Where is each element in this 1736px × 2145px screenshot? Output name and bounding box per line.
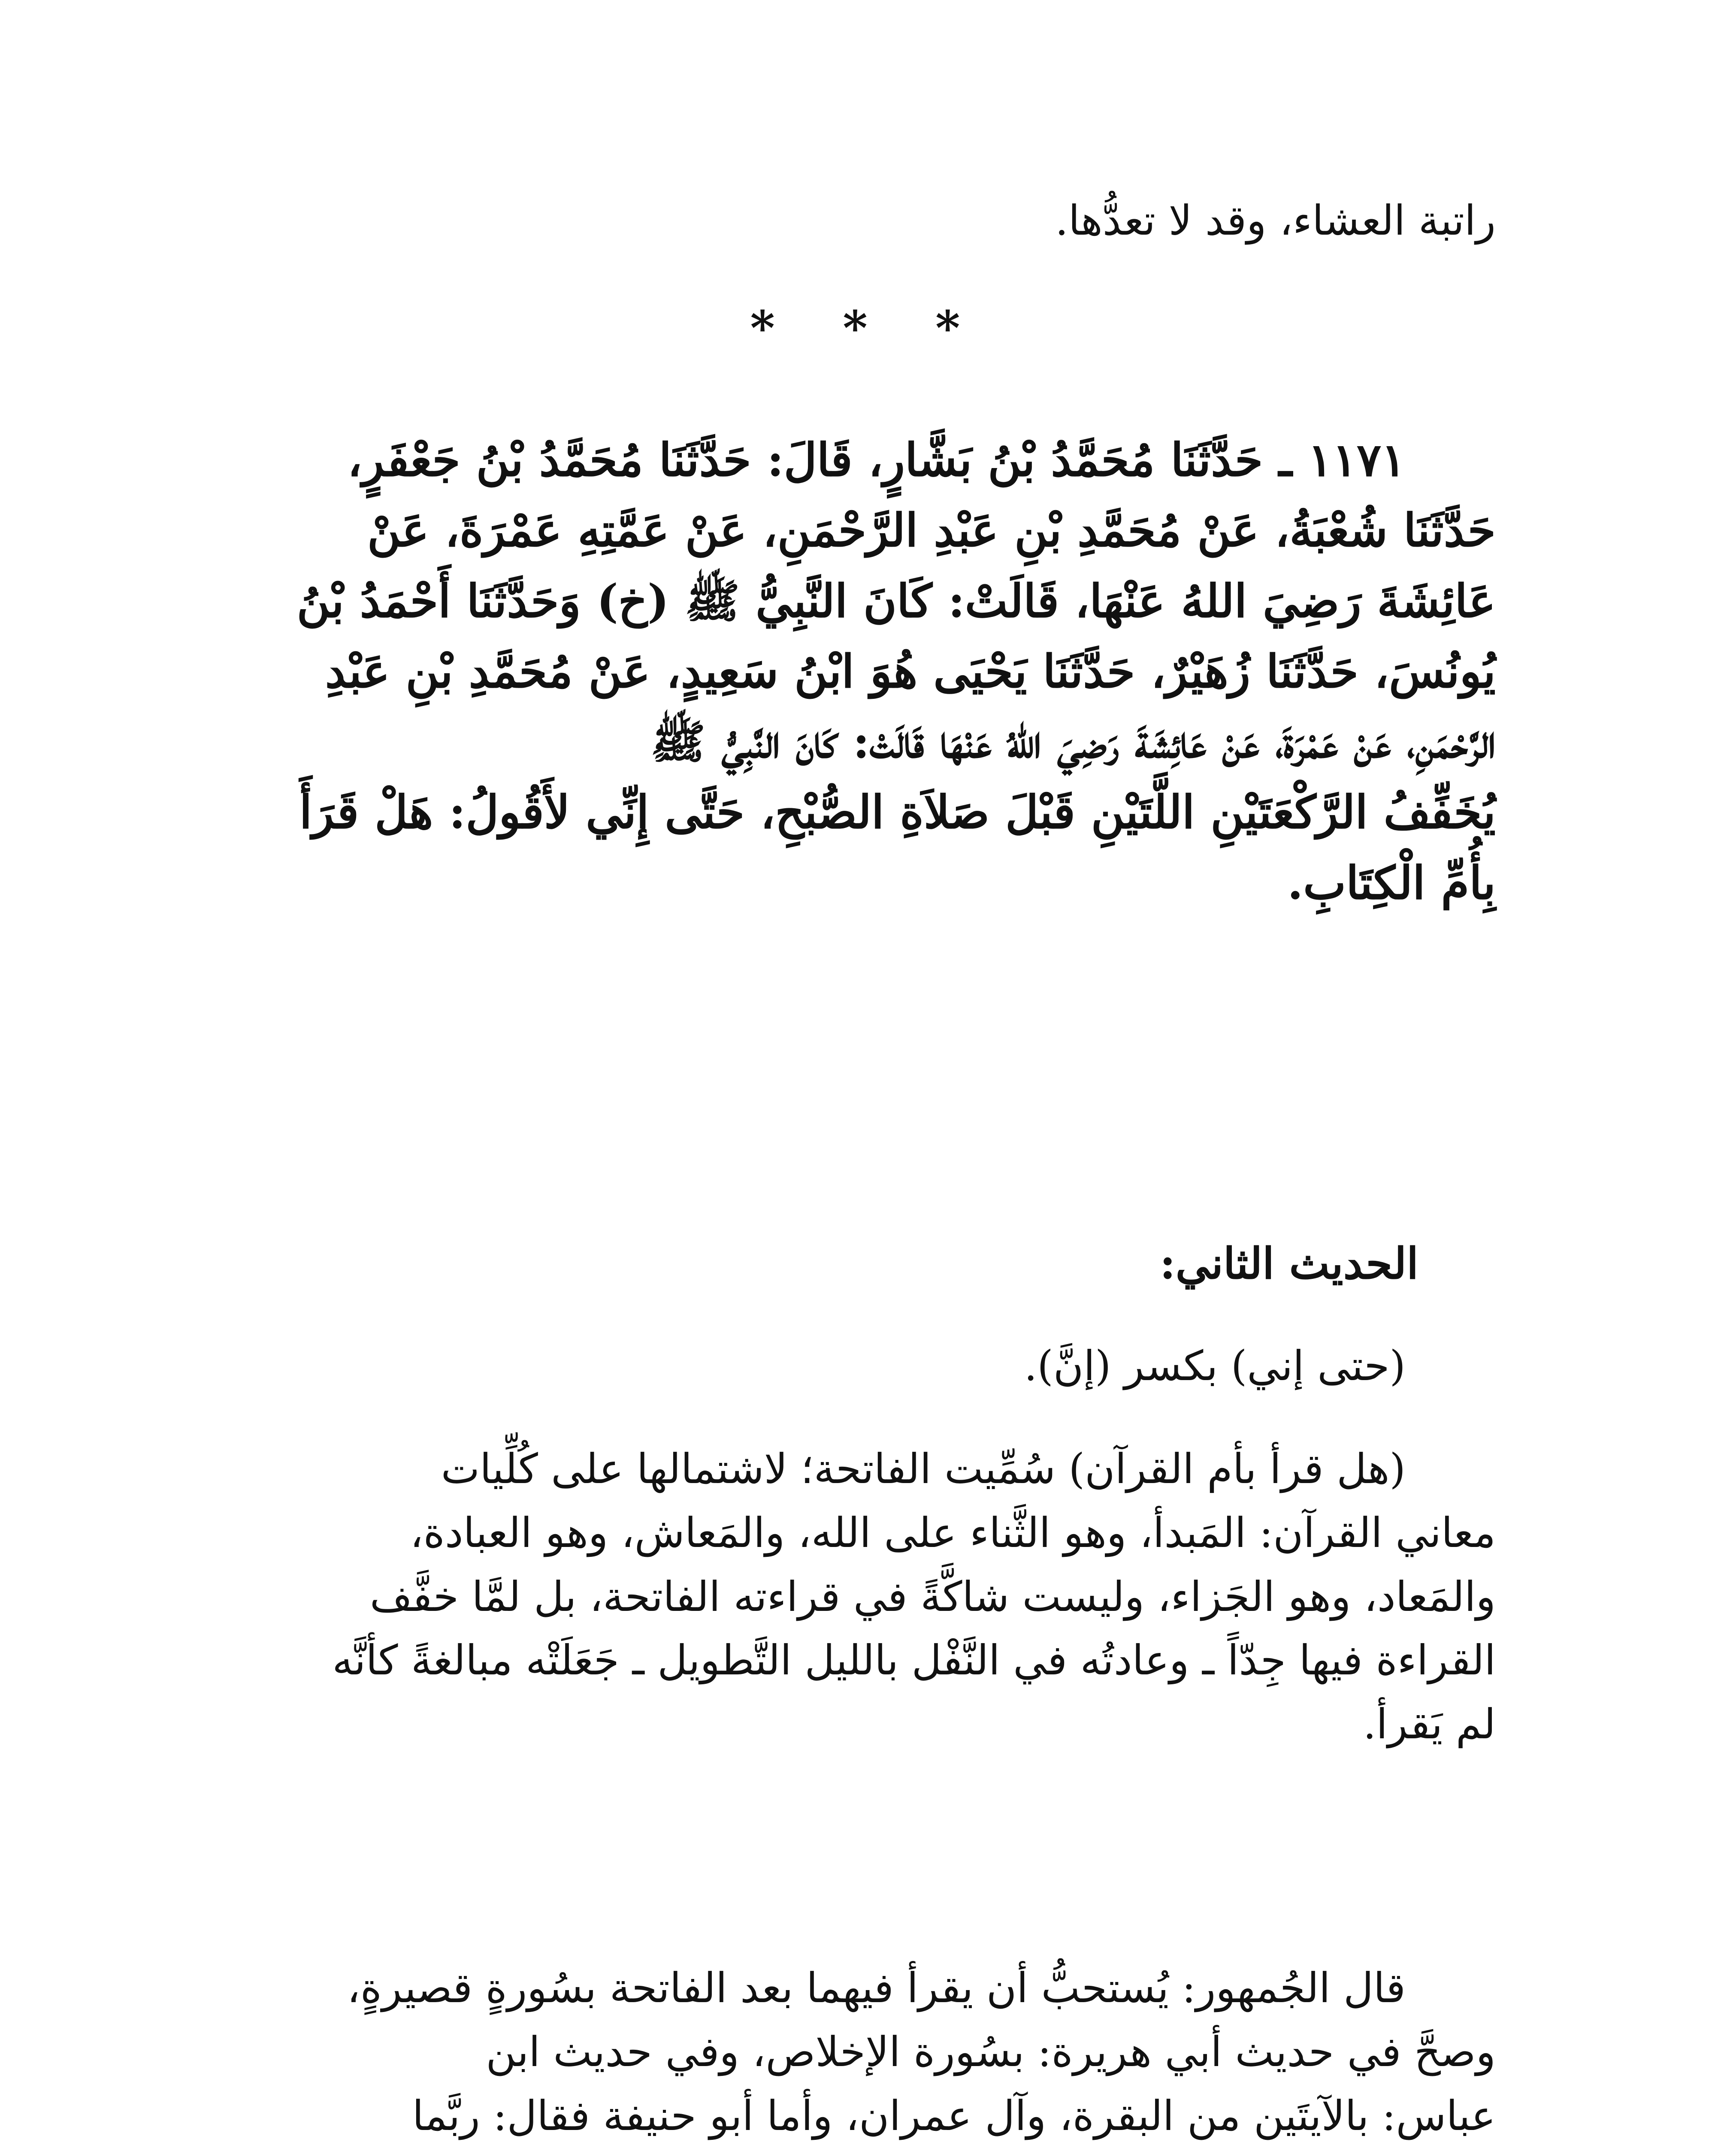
- commentary-line: قال الجُمهور: يُستحبُّ أن يقرأ فيهما بعد الفاتحة بسُورةٍ قصيرةٍ،: [347, 1964, 1406, 2012]
- commentary-line: معاني القرآن: المَبدأ، وهو الثَّناء على الله، والمَعاش، وهو العبادة،: [410, 1508, 1496, 1557]
- hadith-line: حَدَّثَنَا شُعْبَةُ، عَنْ مُحَمَّدِ بْنِ عَبْدِ الرَّحْمَنِ، عَنْ عَمَّتِهِ عَمْرَةَ، عَنْ: [367, 503, 1496, 557]
- hadith-line: عَائِشَةَ رَضِيَ اللهُ عَنْهَا، قَالَتْ: كَانَ النَّبِيُّ ﷺ (خ) وَحَدَّثَنَا أَحْمَدُ بْنُ: [296, 574, 1496, 628]
- hadith-line: ١١٧١ ـ حَدَّثَنَا مُحَمَّدُ بْنُ بَشَّارٍ، قَالَ: حَدَّثَنَا مُحَمَّدُ بْنُ جَعْفَرٍ،: [347, 433, 1406, 486]
- commentary-line: القراءة فيها جِدّاً ـ وعادتُه في النَّفْل بالليل التَّطويل ـ جَعَلَتْه مبالغةً كأنَّه: [332, 1636, 1496, 1685]
- hadith-line: يُونُسَ، حَدَّثَنَا زُهَيْرٌ، حَدَّثَنَا يَحْيَى هُوَ ابْنُ سَعِيدٍ، عَنْ مُحَمَّدِ بْنِ عَبْدِ: [325, 644, 1496, 698]
- commentary-line: (هل قرأ بأم القرآن) سُمِّيت الفاتحة؛ لاشتمالها على كُلِّيات: [441, 1445, 1406, 1493]
- commentary-line: والمَعاد، وهو الجَزاء، وليست شاكَّةً في قراءته الفاتحة، بل لمَّا خفَّف: [369, 1572, 1496, 1621]
- commentary-line: لم يَقرأ.: [1363, 1700, 1496, 1749]
- hadith-line: يُخَفِّفُ الرَّكْعَتَيْنِ اللَّتَيْنِ قَبْلَ صَلاَةِ الصُّبْحِ، حَتَّى إِنِّي لأَقُولُ: هَلْ قَرَأَ: [299, 785, 1496, 839]
- commentary-paragraph-1: [239, 1334, 1496, 1398]
- section-separator: * * *: [750, 300, 986, 356]
- commentary-paragraph-2: [239, 1437, 1496, 1756]
- commentary-line: وصحَّ في حديث أبي هريرة: بسُورة الإخلاص، وفي حديث ابن: [486, 2027, 1496, 2076]
- commentary-line: عباس: بالآيتَين من البقرة، وآل عمران، وأما أبو حنيفة فقال: ربَّما: [412, 2091, 1496, 2140]
- commentary-line: (حتى إني) بكسر (إنَّ).: [1024, 1342, 1406, 1390]
- hadith-1171: [239, 425, 1496, 918]
- commentary-heading: الحديث الثاني:: [1159, 1238, 1418, 1289]
- intro-line: [239, 189, 1496, 253]
- commentary-paragraph-3: [239, 1956, 1496, 2145]
- hadith-line: بِأُمِّ الْكِتَابِ.: [1287, 855, 1496, 909]
- hadith-line: الرَّحْمَنِ، عَنْ عَمْرَةَ، عَنْ عَائِشَةَ رَضِيَ اللهُ عَنْهَا قَالَتْ: كَانَ النَّبِيُّ ﷺ: [650, 715, 1496, 769]
- intro-line-text: راتبة العشاء، وقد لا تعدُّها.: [1055, 196, 1496, 245]
